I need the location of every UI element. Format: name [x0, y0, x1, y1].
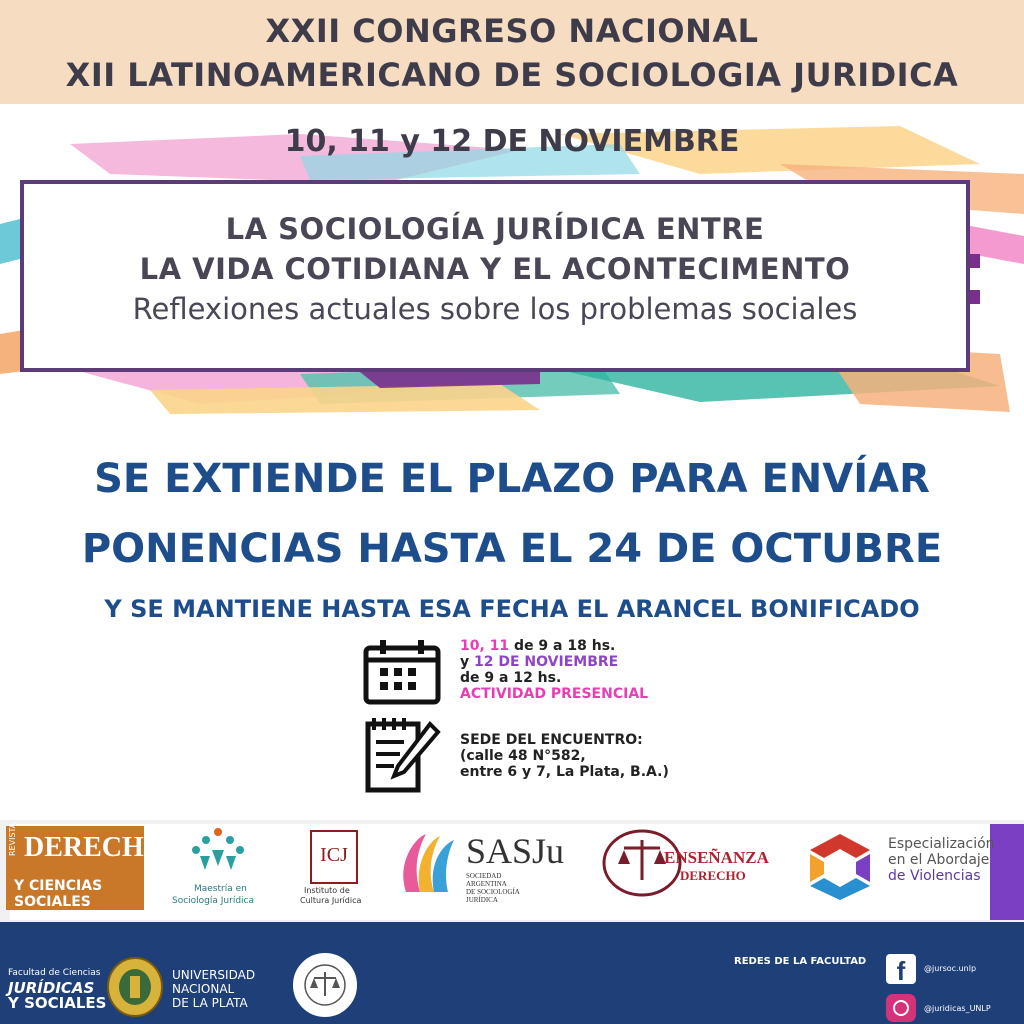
announcement-line-3: Y SE MANTIENE HASTA ESA FECHA EL ARANCEL BONIFICADO: [104, 595, 920, 623]
congress-subtitle: XII LATINOAMERICANO DE SOCIOLOGIA JURIDICA: [65, 56, 959, 94]
maestria-text-2: Sociología Jurídica: [172, 896, 255, 906]
maestria-logo-icon: [186, 826, 250, 874]
facultad-line-2: JURÍDICAS: [8, 979, 95, 997]
espec-line-3: de Violencias: [888, 868, 981, 884]
unlp-line-2: NACIONAL: [172, 982, 235, 996]
observatorio-text-1: ENSEÑANZA: [664, 848, 769, 867]
notepad-pencil-icon: [364, 716, 442, 794]
sasju-sub: [466, 872, 520, 904]
icj-text-1: Instituto de: [304, 886, 350, 895]
facebook-handle[interactable]: @jursoc.unlp: [924, 964, 977, 973]
sasju-sub-3: DE SOCIOLOGÍA: [466, 888, 520, 896]
theme-box: [20, 180, 970, 372]
schedule-hours-a: de 9 a 18 hs.: [509, 638, 616, 654]
espec-line-2: en el Abordaje: [888, 852, 990, 868]
especializacion-logo-icon: [806, 832, 874, 902]
revista-logo: [6, 822, 166, 910]
instagram-handle[interactable]: @juridicas_UNLP: [924, 1004, 991, 1013]
congress-title: XXII CONGRESO NACIONAL: [265, 12, 759, 50]
schedule-line-2: [460, 654, 720, 670]
observatorio-text-2: DERECHO: [680, 868, 746, 883]
announcement-line-1: SE EXTIENDE EL PLAZO PARA ENVÍAR: [94, 456, 930, 502]
sasju-name: SASJu: [466, 831, 565, 871]
icj-letters: ICJ: [320, 844, 348, 866]
unlp-block: [172, 968, 255, 1010]
icj-logo: [310, 830, 358, 884]
schedule-line-1: [460, 638, 720, 654]
schedule-join: y: [460, 654, 474, 670]
instagram-icon[interactable]: [886, 994, 916, 1022]
facultad-line-1: Facultad de Ciencias: [8, 968, 101, 978]
venue-line-2: entre 6 y 7, La Plata, B.A.): [460, 764, 669, 780]
schedule-days-a: 10, 11: [460, 638, 510, 654]
sasju-sub-1: SOCIEDAD: [466, 872, 502, 880]
maestria-text-1: Maestría en: [194, 884, 247, 894]
unlp-line-1: UNIVERSIDAD: [172, 968, 256, 982]
theme-line-1: LA SOCIOLOGÍA JURÍDICA ENTRE: [225, 212, 765, 246]
schedule-hours-b: de 9 a 12 hs.: [460, 670, 562, 686]
venue-line-1: (calle 48 N°582,: [460, 748, 586, 764]
schedule-mode: ACTIVIDAD PRESENCIAL: [460, 686, 649, 702]
schedule-day-b: 12 DE NOVIEMBRE: [474, 654, 619, 670]
revista-side: REVISTA: [8, 822, 17, 856]
facultad-block: [8, 966, 106, 1011]
revista-top: DERECHO: [24, 832, 166, 863]
venue-title: SEDE DEL ENCUENTRO:: [460, 732, 643, 748]
theme-line-3: Reflexiones actuales sobre los problemas sociales: [132, 292, 858, 326]
icj-text-2: Cultura Jurídica: [300, 896, 362, 905]
especializacion-text: [888, 836, 995, 884]
sasju-sub-2: ARGENTINA: [466, 880, 507, 888]
sasju-logo-icon: [396, 832, 456, 896]
calendar-icon: [362, 640, 442, 706]
unlp-crest-icon: [106, 956, 164, 1018]
revista-bottom: Y CIENCIAS SOCIALES: [14, 878, 103, 910]
colegio-seal-icon: [290, 950, 360, 1020]
schedule-block: [460, 638, 720, 702]
instagram-lens: [893, 1000, 909, 1016]
announcement-line-2: PONENCIAS HASTA EL 24 DE OCTUBRE: [81, 526, 943, 572]
facultad-line-3: Y SOCIALES: [8, 994, 107, 1012]
facebook-icon[interactable]: f: [886, 954, 916, 984]
redes-label: REDES DE LA FACULTAD: [734, 956, 867, 967]
congress-dates: 10, 11 y 12 DE NOVIEMBRE: [284, 124, 740, 159]
sasju-sub-4: JURÍDICA: [466, 896, 498, 904]
theme-line-2: LA VIDA COTIDIANA Y EL ACONTECIMENTO: [139, 252, 851, 286]
venue-block: [460, 732, 720, 780]
accent-purple-block: [990, 824, 1024, 920]
espec-line-1: Especialización: [888, 836, 995, 852]
unlp-line-3: DE LA PLATA: [172, 996, 248, 1010]
